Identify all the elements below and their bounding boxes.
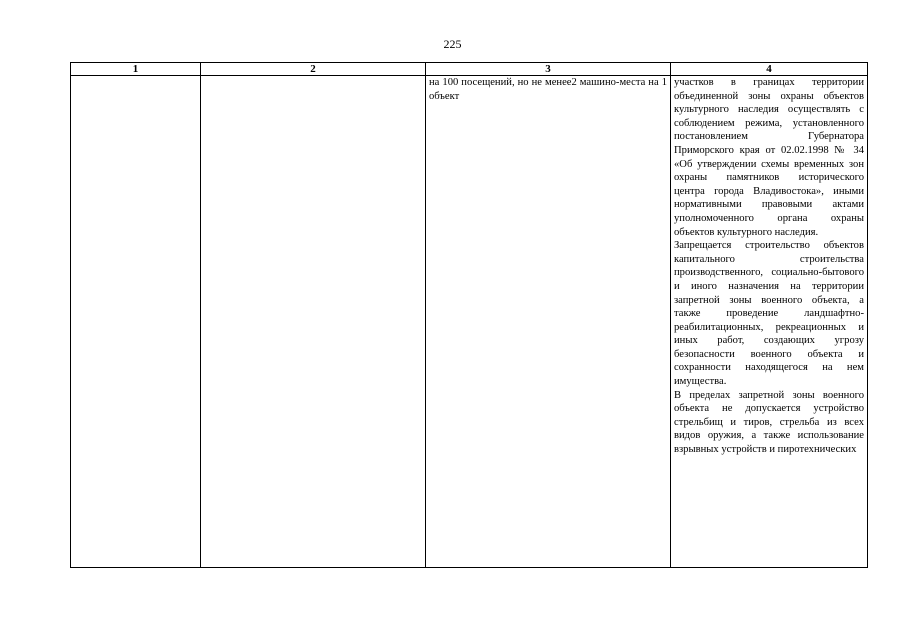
paragraph-construction-ban: Запрещается строительство объектов капитального строительства производственного, социально-бытового и иного назначения на территории запретной зоны военного объекта, а также проведение ландшафтно-реабилитационных, рекреационных и иных работ, создающих угрозу безопасности военного объекта и сохранности находящегося на нем имущества. bbox=[674, 240, 864, 388]
cell-col-3 bbox=[426, 76, 671, 568]
table-header-row bbox=[71, 63, 868, 76]
parking-requirement-text: на 100 посещений, но не менее2 машино-места на 1 объект bbox=[429, 77, 667, 102]
column-header-1: 1 bbox=[71, 63, 201, 76]
table-row bbox=[71, 76, 868, 568]
cell-col-2 bbox=[201, 76, 426, 568]
column-header-3: 3 bbox=[426, 63, 671, 76]
paragraph-shooting-ban: В пределах запретной зоны военного объекта не допускается устройство стрельбищ и тиров, стрельба из всех видов оружия, а также использование взрывных устройств и пиротехнических bbox=[674, 389, 864, 456]
cell-col-1 bbox=[71, 76, 201, 568]
regulation-table bbox=[70, 62, 868, 568]
column-header-4: 4 bbox=[671, 63, 868, 76]
cell-col-4 bbox=[671, 76, 868, 568]
page-number: 225 bbox=[443, 37, 462, 51]
paragraph-heritage-zone: участков в границах территории объединенной зоны охраны объектов культурного наследия осуществлять с соблюдением режима, установленного постановлением Губернатора Приморского края от 02.02.1998 № 34 «Об утверждении схемы временных зон охраны памятников исторического центра города Владивостока», иными нормативными правовыми актами уполномоченного органа охраны объектов культурного наследия. bbox=[674, 77, 864, 238]
column-header-2: 2 bbox=[201, 63, 426, 76]
